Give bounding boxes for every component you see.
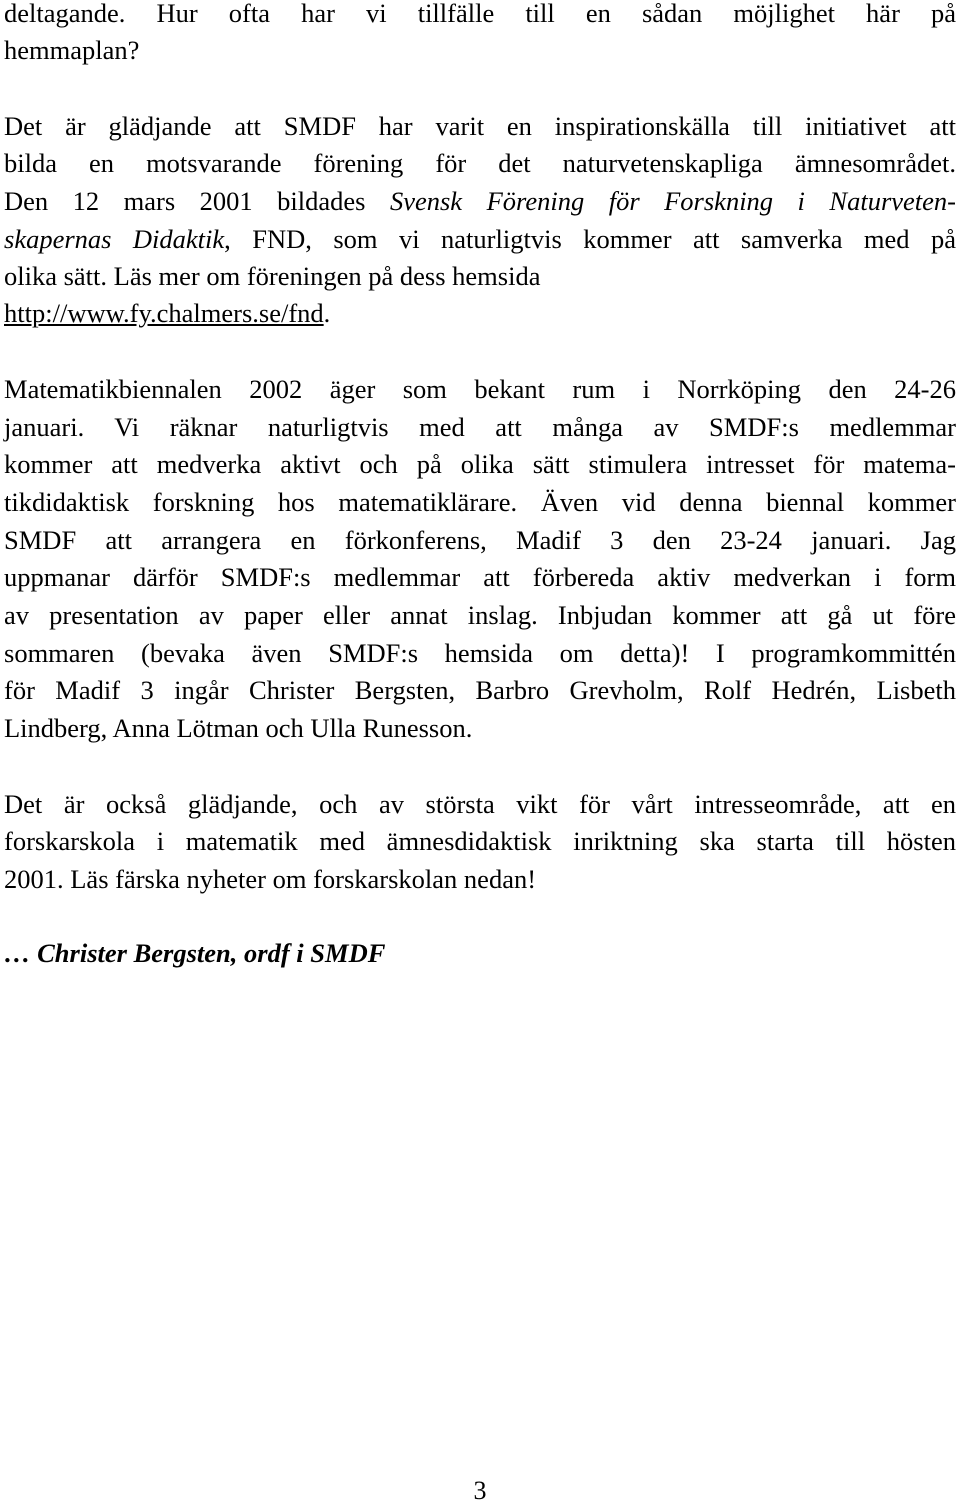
paragraph-2-line-4-text: , FND, som vi naturligtvis kommer att samverka med på: [224, 224, 956, 254]
paragraph-2-line-2: bilda en motsvarande förening för det naturvetenskapliga ämnesområdet.: [4, 148, 956, 178]
page-number: 3: [473, 1476, 487, 1505]
fnd-website-link[interactable]: http://www.fy.chalmers.se/fnd: [4, 298, 324, 328]
paragraph-4-line-3: 2001. Läs färska nyheter om forskarskolan nedan!: [4, 864, 537, 894]
paragraph-2-line-5: olika sätt. Läs mer om föreningen på dess hemsida: [4, 261, 541, 291]
link-period: .: [323, 298, 331, 328]
association-name-part-2: skapernas Didaktik: [4, 224, 225, 254]
paragraph-3-line-4: tikdidaktisk forskning hos matematiklärare. Även vid denna biennal kommer: [4, 487, 956, 517]
paragraph-3-line-10: Lindberg, Anna Lötman och Ulla Runesson.: [4, 713, 473, 743]
paragraph-3-line-9: för Madif 3 ingår Christer Bergsten, Barbro Grevholm, Rolf Hedrén, Lisbeth: [4, 675, 956, 705]
paragraph-4-line-1: Det är också glädjande, och av största vikt för vårt intresseområde, att en: [4, 789, 956, 819]
paragraph-3-line-3: kommer att medverka aktivt och på olika sätt stimulera intresset för matema-: [4, 449, 956, 479]
paragraph-4-line-2: forskarskola i matematik med ämnesdidaktisk inriktning ska starta till hösten: [4, 826, 956, 856]
paragraph-1-line-2: hemmaplan?: [4, 35, 140, 65]
paragraph-3-line-5: SMDF att arrangera en förkonferens, Madif 3 den 23-24 januari. Jag: [4, 525, 956, 555]
paragraph-3-line-6: uppmanar därför SMDF:s medlemmar att förbereda aktiv medverkan i form: [4, 562, 956, 592]
paragraph-3-line-7: av presentation av paper eller annat inslag. Inbjudan kommer att gå ut före: [4, 600, 956, 630]
paragraph-1-line-1: deltagande. Hur ofta har vi tillfälle till en sådan möjlighet här på: [4, 0, 956, 28]
paragraph-2-line-1: Det är glädjande att SMDF har varit en inspirationskälla till initiativet att: [4, 111, 956, 141]
paragraph-3-line-2: januari. Vi räknar naturligtvis med att många av SMDF:s medlemmar: [4, 412, 956, 442]
paragraph-2-line-6: [4, 297, 330, 329]
paragraph-2-line-4: [4, 223, 956, 255]
paragraph-2-line-3-text: Den 12 mars 2001 bildades: [4, 186, 390, 216]
signature: … Christer Bergsten, ordf i SMDF: [4, 938, 386, 968]
association-name-part-1: Svensk Förening för Forskning i Naturveten-: [389, 186, 956, 216]
paragraph-3-line-1: Matematikbiennalen 2002 äger som bekant rum i Norrköping den 24-26: [4, 374, 956, 404]
paragraph-2-line-3: [4, 185, 956, 217]
paragraph-3-line-8: sommaren (bevaka även SMDF:s hemsida om detta)! I programkommittén: [4, 638, 956, 668]
